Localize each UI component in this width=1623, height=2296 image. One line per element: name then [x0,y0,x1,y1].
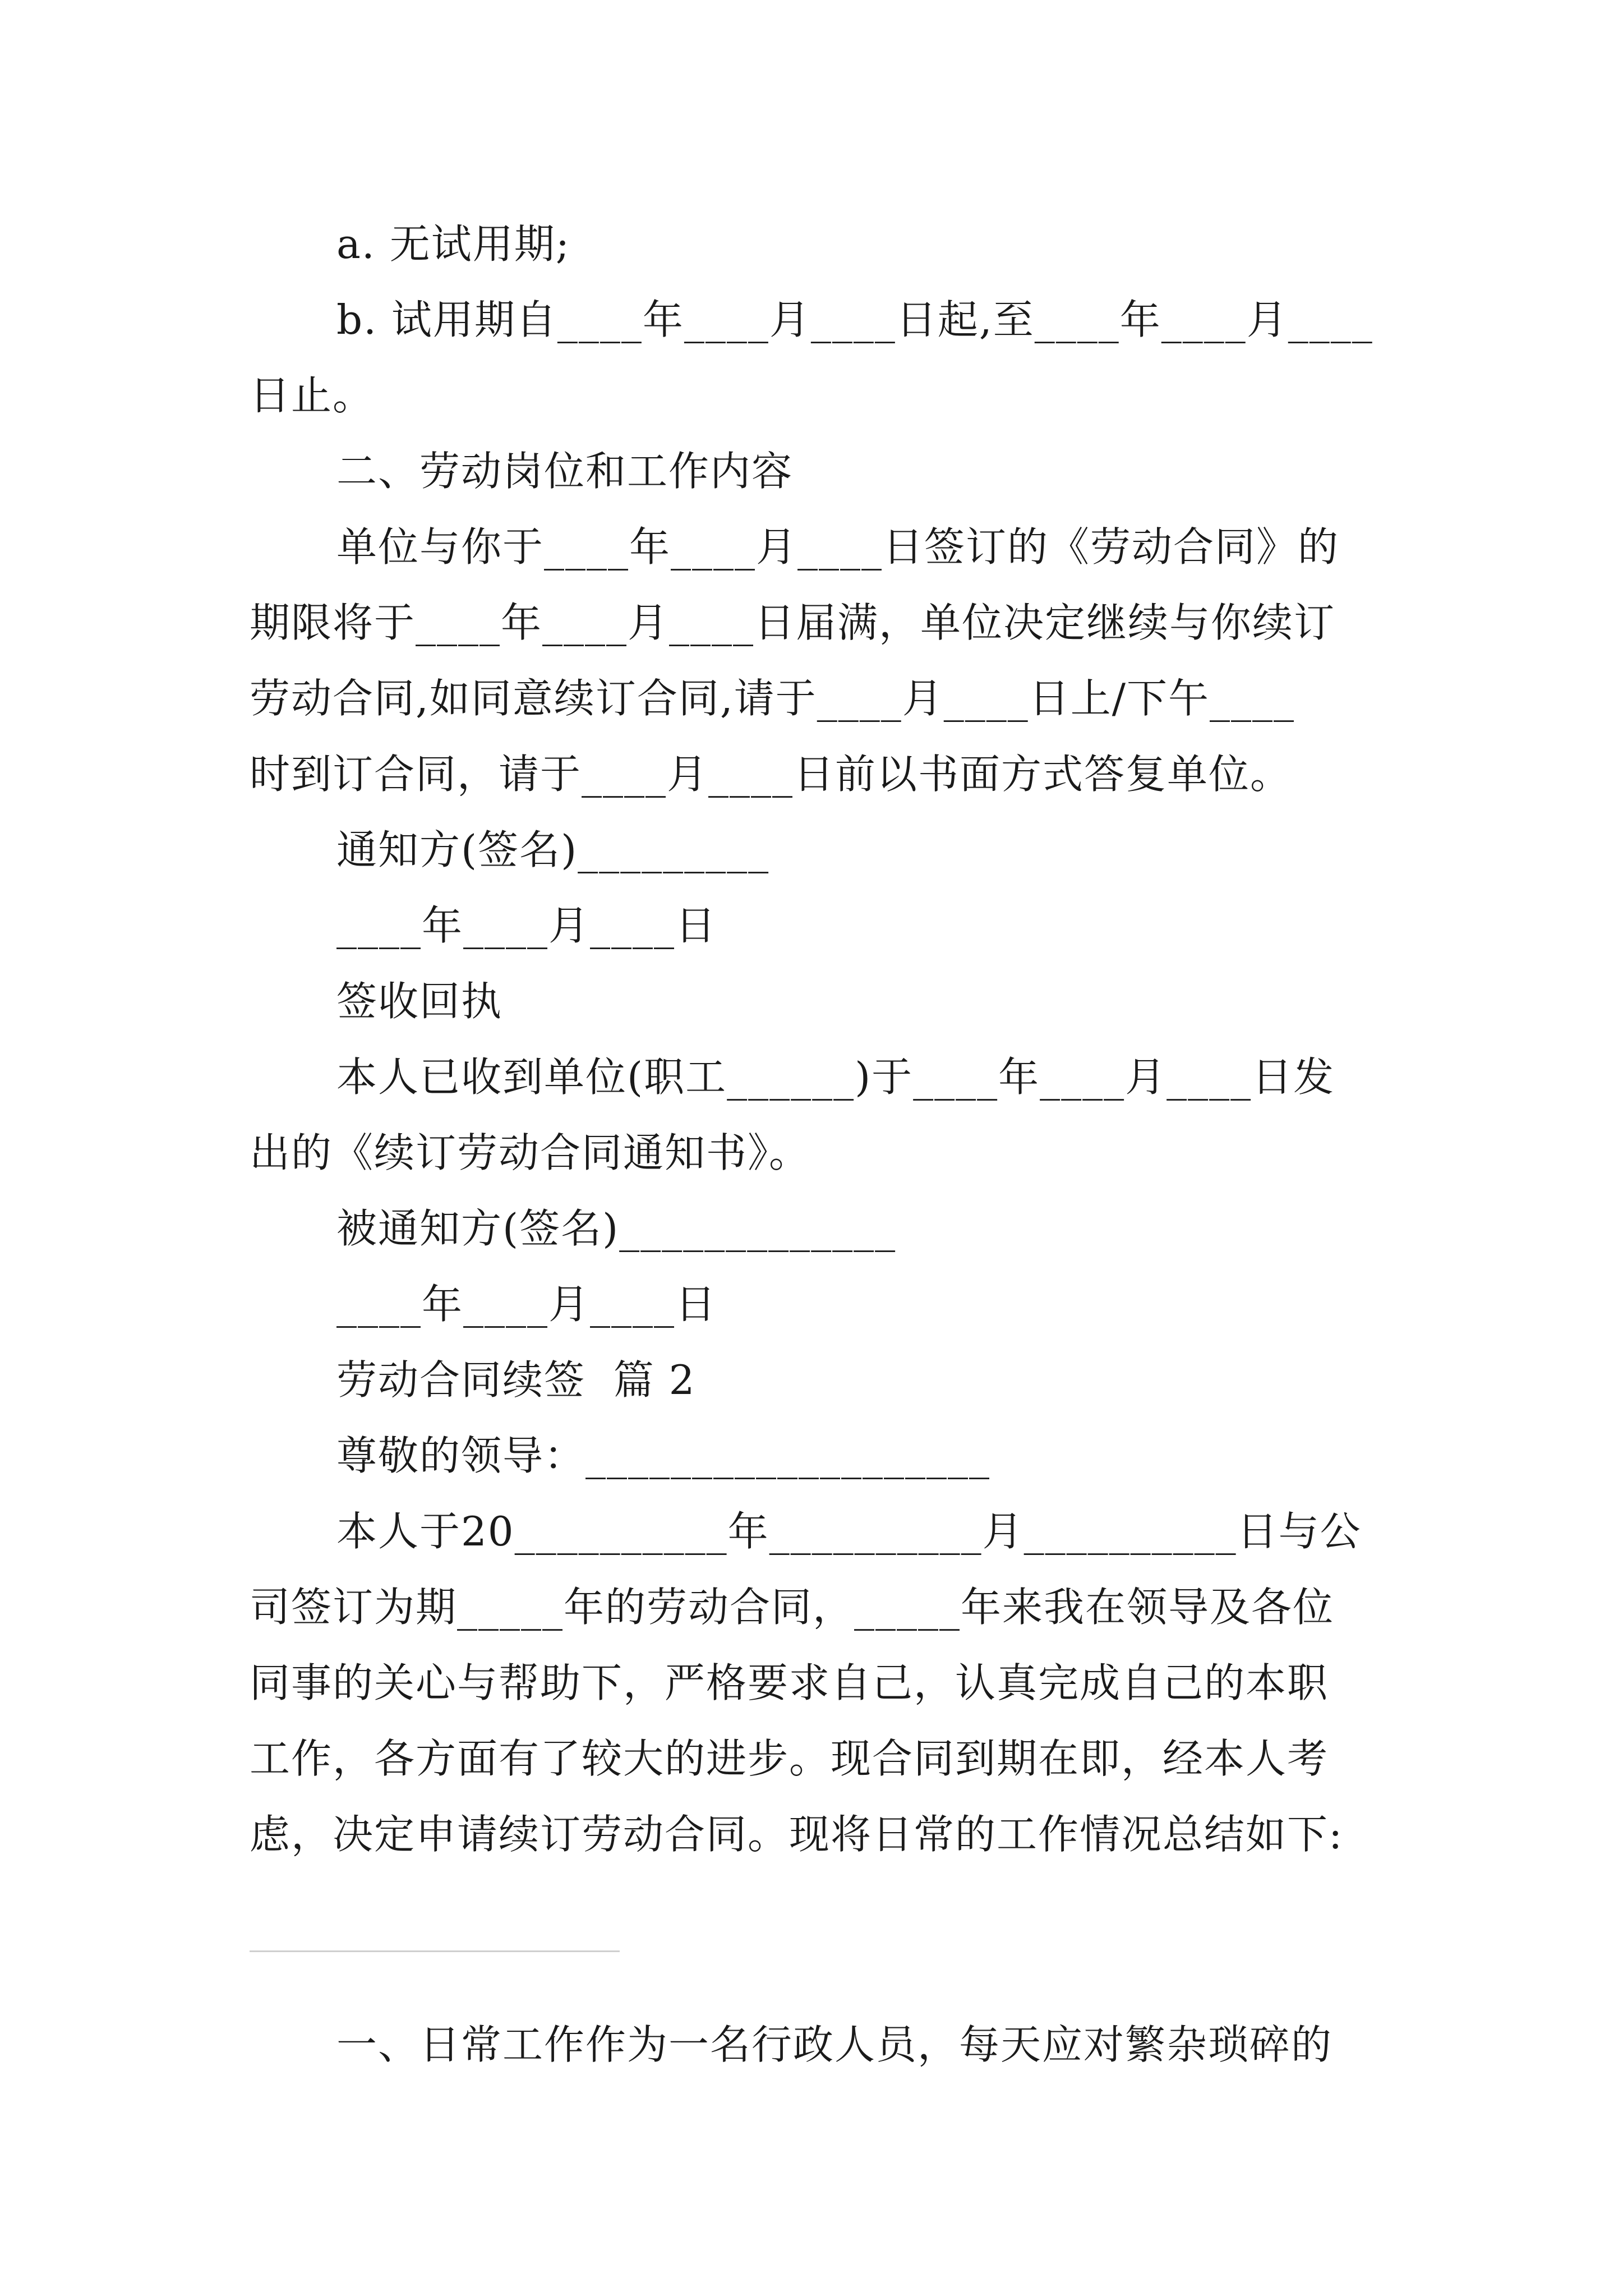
text-line-application-1: 本人于20__________年__________月__________日与公 [336,1508,1362,1555]
text-line-trial-period: b. 试用期自____年____月____日起,至____年____月____ [336,296,1373,343]
text-line-receipt-body: 本人已收到单位(职工______)于____年____月____日发 [336,1053,1335,1101]
text-line-notified-signature: 被通知方(签名)_____________ [336,1205,897,1252]
text-line-contract-expiry: 期限将于____年____月____日届满，单位决定继续与你续订 [250,599,1336,646]
text-line-application-5: 虑，决定申请续订劳动合同。现将日常的工作情况总结如下: [250,1811,1344,1858]
text-line-notifier-signature: 通知方(签名)_________ [336,826,770,873]
text-line-application-2: 司签订为期_____年的劳动合同，_____年来我在领导及各位 [250,1584,1335,1631]
section-heading-position: 二、劳动岗位和工作内容 [336,448,794,495]
text-line-notified-date: ____年____月____日 [336,1281,717,1328]
section-heading-part-2: 劳动合同续签 篇 2 [336,1356,696,1404]
text-line-trial-end: 日止。 [250,372,375,419]
text-line-trial-none: a. 无试用期; [336,220,570,268]
text-line-daily-work: 一、日常工作作为一名行政人员，每天应对繁杂琐碎的 [336,2021,1333,2068]
section-heading-receipt: 签收回执 [336,978,503,1025]
text-line-renewal-request: 劳动合同,如同意续订合同,请于____月____日上/下午____ [250,675,1295,722]
text-line-notifier-date: ____年____月____日 [336,902,717,949]
text-line-reply-deadline: 时到订合同，请于____月____日前以书面方式答复单位。 [250,751,1292,798]
text-line-salutation: 尊敬的领导：___________________ [336,1432,991,1479]
separator-rule [250,1950,620,1952]
text-line-application-4: 工作，各方面有了较大的进步。现合同到期在即，经本人考 [250,1735,1329,1782]
text-line-application-3: 同事的关心与帮助下，严格要求自己，认真完成自己的本职 [250,1659,1329,1706]
text-line-contract-signed: 单位与你于____年____月____日签订的《劳动合同》的 [336,523,1340,570]
text-line-receipt-body-cont: 出的《续订劳动合同通知书》。 [250,1129,811,1176]
